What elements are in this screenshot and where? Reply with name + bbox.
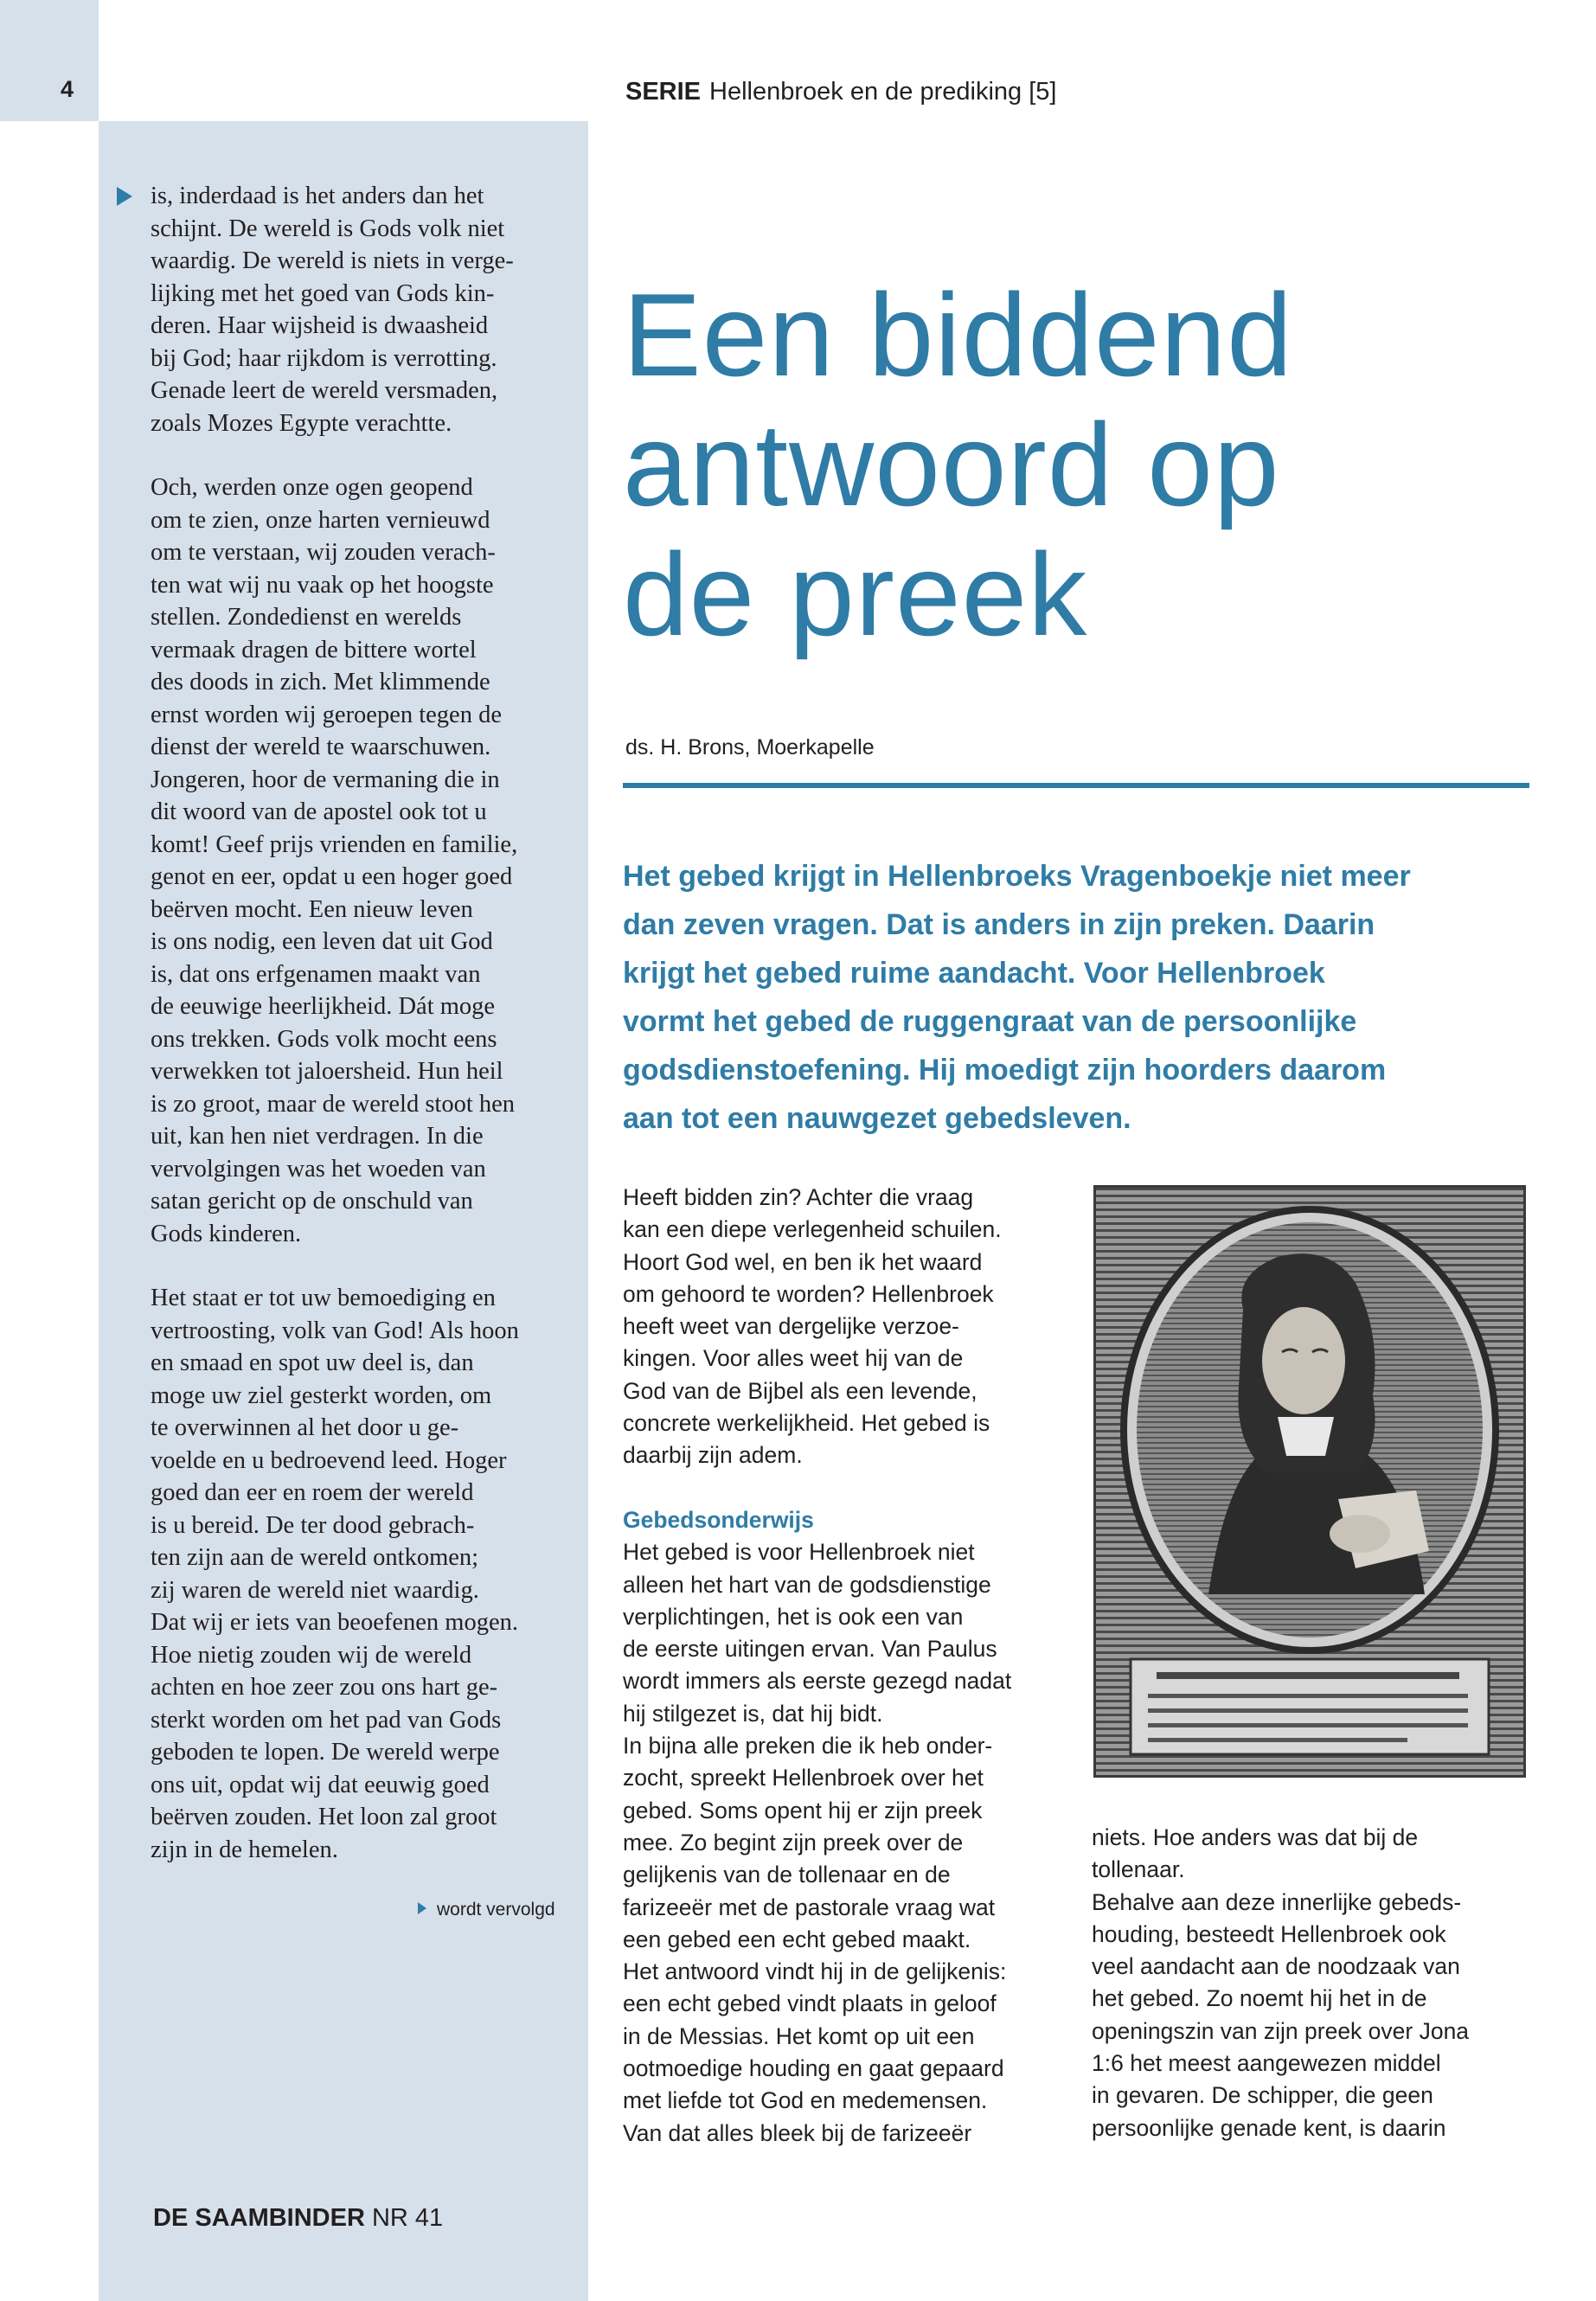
text-line: wordt immers als eerste gezegd nadat	[623, 1668, 1012, 1695]
sidebar-paragraph	[151, 180, 566, 439]
text-line: komt! Geef prijs vrienden en familie,	[151, 830, 518, 858]
text-line: Jongeren, hoor de vermaning die in	[151, 766, 500, 793]
body-column-1	[623, 1182, 1073, 2150]
text-line: Een biddend	[623, 269, 1293, 401]
text-line: aan tot een nauwgezet gebedsleven.	[623, 1102, 1131, 1135]
text-line: ons uit, opdat wij dat eeuwig goed	[151, 1771, 490, 1798]
text-line: concrete werkelijkheid. Het gebed is	[623, 1410, 990, 1437]
text-line: zijn in de hemelen.	[151, 1836, 338, 1863]
text-line: in gevaren. De schipper, die geen	[1092, 2082, 1433, 2109]
text-line: Het antwoord vindt hij in de gelijkenis:	[623, 1958, 1007, 1985]
sidebar-paragraph	[151, 1282, 566, 1866]
paragraph-gap	[623, 1472, 1073, 1504]
text-line: en smaad en spot uw deel is, dan	[151, 1349, 474, 1376]
text-line: kan een diepe verlegenheid schuilen.	[623, 1216, 1002, 1243]
text-line: gebed. Soms opent hij er zijn preek	[623, 1797, 983, 1823]
text-line: dan zeven vragen. Dat is anders in zijn preken. Daarin	[623, 908, 1375, 941]
text-line: Genade leert de wereld versmaden,	[151, 377, 498, 404]
text-line: uit, kan hen niet verdragen. In die	[151, 1123, 484, 1150]
text-line: te overwinnen al het door u ge-	[151, 1414, 459, 1441]
text-line: tollenaar.	[1092, 1856, 1185, 1883]
text-line: de preek	[623, 529, 1088, 660]
text-line: ernst worden wij geroepen tegen de	[151, 701, 502, 728]
text-line: Van dat alles bleek bij de farizeeër	[623, 2119, 972, 2146]
text-line: vormt het gebed de ruggengraat van de persoonlijke	[623, 1005, 1357, 1038]
article-title	[623, 270, 1531, 659]
text-line: is u bereid. De ter dood gebrach-	[151, 1511, 475, 1539]
text-line: Het gebed krijgt in Hellenbroeks Vragenboekje niet meer	[623, 860, 1411, 893]
text-line: een gebed een echt gebed maakt.	[623, 1926, 971, 1952]
text-line: In bijna alle preken die ik heb onder-	[623, 1733, 993, 1759]
text-line: het gebed. Zo noemt hij het in de	[1092, 1985, 1427, 2012]
text-line: vervolgingen was het woeden van	[151, 1155, 486, 1183]
text-line: goed dan eer en roem der wereld	[151, 1479, 474, 1506]
text-line: zocht, spreekt Hellenbroek over het	[623, 1765, 984, 1791]
text-line: verwekken tot jaloersheid. Hun heil	[151, 1058, 503, 1085]
text-line: achten en hoe zeer zou ons hart ge-	[151, 1674, 498, 1701]
text-line: om te verstaan, wij zouden verach-	[151, 539, 496, 566]
text-line: geboden te lopen. De wereld werpe	[151, 1739, 500, 1766]
text-line: beërven zouden. Het loon zal groot	[151, 1804, 497, 1830]
text-line: des doods in zich. Met klimmende	[151, 669, 490, 695]
divider-rule	[623, 783, 1529, 788]
text-line: Och, werden onze ogen geopend	[151, 474, 473, 501]
sidebar-text	[151, 180, 566, 1898]
continued-label: wordt vervolgd	[437, 1900, 555, 1920]
magazine-name: DE SAAMBINDER	[153, 2204, 365, 2232]
body-column-2	[1092, 1822, 1542, 2144]
text-line: verplichtingen, het is ook een van	[623, 1603, 964, 1630]
text-line: kingen. Voor alles weet hij van de	[623, 1345, 964, 1372]
sidebar-paragraph	[151, 471, 566, 1250]
text-line: sterkt worden om het pad van Gods	[151, 1706, 502, 1734]
text-line: bij God; haar rijkdom is verrotting.	[151, 344, 497, 372]
text-line: waardig. De wereld is niets in verge-	[151, 247, 514, 274]
text-line: dienst der wereld te waarschuwen.	[151, 734, 491, 760]
text-line: hij stilgezet is, dat hij bidt.	[623, 1700, 883, 1727]
text-line: satan gericht op de onschuld van	[151, 1188, 473, 1215]
running-header	[625, 78, 1056, 106]
text-line: de eeuwige heerlijkheid. Dát moge	[151, 993, 496, 1020]
text-line: ten zijn aan de wereld ontkomen;	[151, 1544, 479, 1571]
issue-number: NR 41	[371, 2204, 444, 2232]
text-line: dit woord van de apostel ook tot u	[151, 798, 487, 825]
text-line: krijgt het gebed ruime aandacht. Voor Hellenbroek	[623, 957, 1325, 990]
text-line: openingszin van zijn preek over Jona	[1092, 2017, 1470, 2044]
text-line: Gods kinderen.	[151, 1220, 302, 1247]
text-line: heeft weet van dergelijke verzoe-	[623, 1313, 959, 1340]
text-line: Dat wij er iets van beoefenen mogen.	[151, 1609, 518, 1636]
text-line: stellen. Zondedienst en werelds	[151, 604, 462, 631]
portrait-engraving	[1093, 1185, 1526, 1778]
text-line: farizeeër met de pastorale vraag wat	[623, 1894, 996, 1920]
text-line: alleen het hart van de godsdienstige	[623, 1571, 991, 1598]
triangle-icon	[418, 1902, 426, 1914]
text-line: vermaak dragen de bittere wortel	[151, 636, 477, 663]
text-line: gelijkenis van de tollenaar en de	[623, 1862, 951, 1888]
continuation-arrow-icon	[117, 187, 132, 206]
text-line: een echt gebed vindt plaats in geloof	[623, 1990, 997, 2017]
text-line: is zo groot, maar de wereld stoot hen	[151, 1090, 516, 1118]
text-line: beërven mocht. Een nieuw leven	[151, 895, 473, 923]
page-number-box	[0, 0, 99, 121]
subheading: Gebedsonderwijs	[623, 1506, 814, 1533]
text-line: genot en eer, opdat u een hoger goed	[151, 863, 513, 890]
text-line: deren. Haar wijsheid is dwaasheid	[151, 312, 489, 339]
text-line: 1:6 het meest aangewezen middel	[1092, 2050, 1441, 2077]
text-line: is ons nodig, een leven dat uit God	[151, 928, 493, 955]
text-line: ons trekken. Gods volk mocht eens	[151, 1025, 497, 1053]
text-line: Heeft bidden zin? Achter die vraag	[623, 1184, 974, 1210]
text-line: in de Messias. Het komt op uit een	[623, 2022, 975, 2049]
text-line: mee. Zo begint zijn preek over de	[623, 1829, 964, 1856]
text-line: Het gebed is voor Hellenbroek niet	[623, 1539, 975, 1566]
text-line: Behalve aan deze innerlijke gebeds-	[1092, 1888, 1462, 1915]
text-line: houding, besteedt Hellenbroek ook	[1092, 1920, 1446, 1947]
text-line: antwoord op	[623, 399, 1280, 530]
text-line: veel aandacht aan de noodzaak van	[1092, 1953, 1460, 1980]
text-line: ten wat wij nu vaak op het hoogste	[151, 571, 494, 599]
series-title: Hellenbroek en de prediking [5]	[709, 78, 1057, 106]
text-line: schijnt. De wereld is Gods volk niet	[151, 215, 505, 242]
text-line: ootmoedige houding en gaat gepaard	[623, 2055, 1004, 2082]
lead-paragraph	[623, 852, 1497, 1143]
text-line: is, inderdaad is het anders dan het	[151, 183, 484, 209]
text-line: voelde en u bedroevend leed. Hoger	[151, 1446, 507, 1474]
page-number: 4	[61, 76, 74, 102]
text-line: zij waren de wereld niet waardig.	[151, 1576, 479, 1604]
text-line: God van de Bijbel als een levende,	[623, 1377, 977, 1404]
text-line: moge uw ziel gesterkt worden, om	[151, 1381, 492, 1409]
text-line: de eerste uitingen ervan. Van Paulus	[623, 1636, 997, 1663]
text-line: met liefde tot God en medemensen.	[623, 2087, 988, 2114]
text-line: Het staat er tot uw bemoediging en	[151, 1285, 496, 1311]
author-byline: ds. H. Brons, Moerkapelle	[625, 735, 875, 760]
text-line: Hoe nietig zouden wij de wereld	[151, 1641, 472, 1669]
serie-label: SERIE	[625, 78, 702, 106]
text-line: lijking met het goed van Gods kin-	[151, 279, 495, 307]
text-line: vertroosting, volk van God! Als hoon	[151, 1317, 519, 1344]
portrait-image	[1096, 1188, 1523, 1775]
text-line: zoals Mozes Egypte verachtte.	[151, 409, 452, 437]
text-line: Hoort God wel, en ben ik het waard	[623, 1248, 983, 1275]
footer	[153, 2204, 443, 2233]
continued-note	[418, 1900, 555, 1920]
text-line: persoonlijke genade kent, is daarin	[1092, 2114, 1446, 2141]
text-line: is, dat ons erfgenamen maakt van	[151, 960, 481, 988]
text-line: daarbij zijn adem.	[623, 1442, 803, 1469]
text-line: om gehoord te worden? Hellenbroek	[623, 1280, 994, 1307]
text-line: om te zien, onze harten vernieuwd	[151, 506, 490, 534]
text-line: godsdienstoefening. Hij moedigt zijn hoorders daarom	[623, 1054, 1387, 1086]
text-line: niets. Hoe anders was dat bij de	[1092, 1824, 1419, 1850]
